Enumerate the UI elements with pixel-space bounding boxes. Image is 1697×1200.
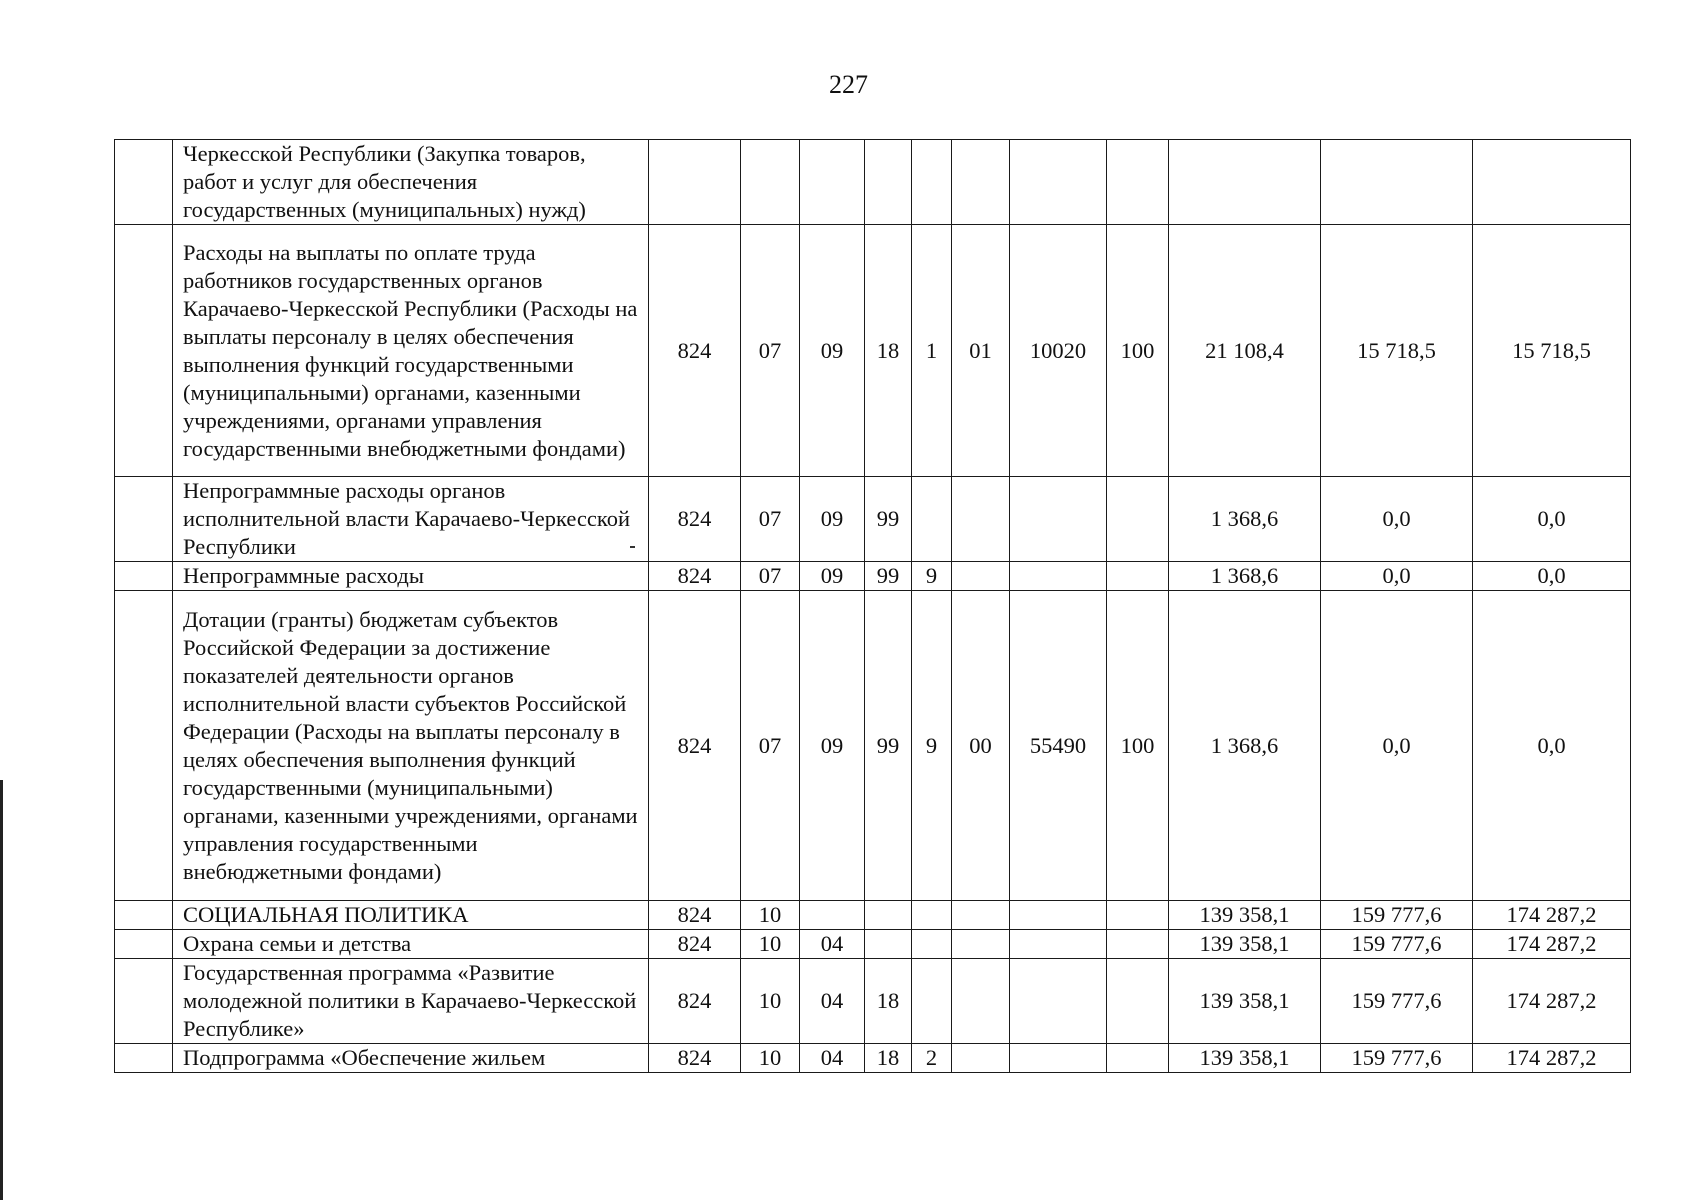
table-body: [115, 140, 1631, 1073]
subsection-code-cell: 04: [800, 1044, 865, 1073]
section-code-cell: 07: [741, 225, 800, 477]
subprogram-code-cell: [912, 930, 952, 959]
expense-type-code-cell: 100: [1107, 591, 1169, 901]
expense-name-cell: Черкесской Республики (Закупка товаров, работ и услуг для обеспечения государственных (муниципальных) нужд): [173, 140, 649, 225]
program-code-cell: 18: [865, 959, 912, 1044]
row-number-cell: [115, 930, 173, 959]
amount-year2-cell: 15 718,5: [1321, 225, 1473, 477]
amount-year2-cell: 159 777,6: [1321, 901, 1473, 930]
amount-year1-cell: 139 358,1: [1169, 901, 1321, 930]
expense-name-cell: Дотации (гранты) бюджетам субъектов Российской Федерации за достижение показателей деятельности органов исполнительной власти субъектов Российской Федерации (Расходы на выплаты персоналу в целях обеспечения выполнения функций государственными (муниципальными) органами, казенными учреждениями, органами управления государственными внебюджетными фондами): [173, 591, 649, 901]
table-row: [115, 930, 1631, 959]
program-code-cell: [865, 140, 912, 225]
expense-direction-code-cell: 55490: [1010, 591, 1107, 901]
amount-year3-cell: 0,0: [1473, 562, 1631, 591]
main-measure-code-cell: 01: [952, 225, 1010, 477]
main-measure-code-cell: [952, 477, 1010, 562]
main-measure-code-cell: [952, 930, 1010, 959]
row-number-cell: [115, 1044, 173, 1073]
section-code-cell: 10: [741, 930, 800, 959]
program-code-cell: 18: [865, 225, 912, 477]
section-code-cell: 07: [741, 591, 800, 901]
table-row: [115, 1044, 1631, 1073]
subprogram-code-cell: [912, 901, 952, 930]
amount-year1-cell: 21 108,4: [1169, 225, 1321, 477]
admin-code-cell: 824: [649, 901, 741, 930]
main-measure-code-cell: [952, 1044, 1010, 1073]
budget-table: [114, 139, 1631, 1073]
amount-year2-cell: 0,0: [1321, 591, 1473, 901]
expense-type-code-cell: [1107, 562, 1169, 591]
program-code-cell: 99: [865, 477, 912, 562]
table-row: [115, 562, 1631, 591]
expense-type-code-cell: [1107, 477, 1169, 562]
amount-year2-cell: 159 777,6: [1321, 959, 1473, 1044]
amount-year3-cell: 15 718,5: [1473, 225, 1631, 477]
expense-direction-code-cell: [1010, 930, 1107, 959]
subprogram-code-cell: 2: [912, 1044, 952, 1073]
amount-year1-cell: 1 368,6: [1169, 477, 1321, 562]
amount-year3-cell: 174 287,2: [1473, 901, 1631, 930]
program-code-cell: 18: [865, 1044, 912, 1073]
row-number-cell: [115, 591, 173, 901]
page-number: 227: [829, 70, 868, 99]
main-measure-code-cell: [952, 959, 1010, 1044]
table-row: [115, 477, 1631, 562]
amount-year2-cell: [1321, 140, 1473, 225]
expense-direction-code-cell: [1010, 477, 1107, 562]
table-row: [115, 140, 1631, 225]
section-code-cell: 07: [741, 562, 800, 591]
amount-year3-cell: 174 287,2: [1473, 930, 1631, 959]
expense-direction-code-cell: [1010, 959, 1107, 1044]
expense-direction-code-cell: [1010, 140, 1107, 225]
admin-code-cell: 824: [649, 930, 741, 959]
amount-year2-cell: 0,0: [1321, 477, 1473, 562]
subsection-code-cell: 04: [800, 959, 865, 1044]
subsection-code-cell: 09: [800, 562, 865, 591]
table-row: [115, 591, 1631, 901]
amount-year1-cell: 139 358,1: [1169, 959, 1321, 1044]
section-code-cell: 10: [741, 1044, 800, 1073]
expense-type-code-cell: [1107, 901, 1169, 930]
admin-code-cell: 824: [649, 477, 741, 562]
amount-year2-cell: 159 777,6: [1321, 930, 1473, 959]
amount-year3-cell: 0,0: [1473, 477, 1631, 562]
main-measure-code-cell: [952, 140, 1010, 225]
program-code-cell: 99: [865, 591, 912, 901]
expense-name-cell: Расходы на выплаты по оплате труда работников государственных органов Карачаево-Черкесской Республики (Расходы на выплаты персоналу в целях обеспечения выполнения функций государственными (муниципальными) органами, казенными учреждениями, органами управления государственными внебюджетными фондами): [173, 225, 649, 477]
table-row: [115, 225, 1631, 477]
amount-year1-cell: 1 368,6: [1169, 562, 1321, 591]
admin-code-cell: 824: [649, 225, 741, 477]
row-number-cell: [115, 140, 173, 225]
amount-year1-cell: 139 358,1: [1169, 1044, 1321, 1073]
expense-type-code-cell: 100: [1107, 225, 1169, 477]
admin-code-cell: 824: [649, 959, 741, 1044]
subsection-code-cell: 09: [800, 591, 865, 901]
program-code-cell: 99: [865, 562, 912, 591]
main-measure-code-cell: [952, 901, 1010, 930]
amount-year1-cell: [1169, 140, 1321, 225]
section-code-cell: 10: [741, 901, 800, 930]
amount-year1-cell: 1 368,6: [1169, 591, 1321, 901]
table-row: [115, 901, 1631, 930]
subsection-code-cell: 09: [800, 225, 865, 477]
table-row: [115, 959, 1631, 1044]
section-code-cell: 10: [741, 959, 800, 1044]
program-code-cell: [865, 901, 912, 930]
scan-artifact-edge-line: [0, 780, 3, 1200]
expense-direction-code-cell: [1010, 901, 1107, 930]
expense-name-cell: Подпрограмма «Обеспечение жильем: [173, 1044, 649, 1073]
expense-type-code-cell: [1107, 1044, 1169, 1073]
subprogram-code-cell: 1: [912, 225, 952, 477]
main-measure-code-cell: [952, 562, 1010, 591]
expense-name-cell: Охрана семьи и детства: [173, 930, 649, 959]
subprogram-code-cell: [912, 140, 952, 225]
expense-type-code-cell: [1107, 959, 1169, 1044]
expense-name-cell: СОЦИАЛЬНАЯ ПОЛИТИКА: [173, 901, 649, 930]
row-number-cell: [115, 901, 173, 930]
section-code-cell: 07: [741, 477, 800, 562]
subprogram-code-cell: 9: [912, 591, 952, 901]
subprogram-code-cell: [912, 959, 952, 1044]
admin-code-cell: 824: [649, 562, 741, 591]
amount-year1-cell: 139 358,1: [1169, 930, 1321, 959]
expense-type-code-cell: [1107, 930, 1169, 959]
program-code-cell: [865, 930, 912, 959]
expense-direction-code-cell: 10020: [1010, 225, 1107, 477]
row-number-cell: [115, 562, 173, 591]
row-number-cell: [115, 959, 173, 1044]
subsection-code-cell: [800, 140, 865, 225]
scan-artifact-dot: [630, 546, 635, 548]
expense-name-cell: Непрограммные расходы: [173, 562, 649, 591]
expense-name-cell: Государственная программа «Развитие молодежной политики в Карачаево-Черкесской Республике»: [173, 959, 649, 1044]
amount-year3-cell: 174 287,2: [1473, 1044, 1631, 1073]
main-measure-code-cell: 00: [952, 591, 1010, 901]
subsection-code-cell: 04: [800, 930, 865, 959]
subprogram-code-cell: 9: [912, 562, 952, 591]
subsection-code-cell: [800, 901, 865, 930]
expense-type-code-cell: [1107, 140, 1169, 225]
expense-direction-code-cell: [1010, 1044, 1107, 1073]
admin-code-cell: 824: [649, 591, 741, 901]
subprogram-code-cell: [912, 477, 952, 562]
amount-year3-cell: [1473, 140, 1631, 225]
amount-year3-cell: 0,0: [1473, 591, 1631, 901]
expense-direction-code-cell: [1010, 562, 1107, 591]
admin-code-cell: [649, 140, 741, 225]
expense-name-cell: Непрограммные расходы органов исполнительной власти Карачаево-Черкесской Республики: [173, 477, 649, 562]
amount-year2-cell: 0,0: [1321, 562, 1473, 591]
amount-year3-cell: 174 287,2: [1473, 959, 1631, 1044]
admin-code-cell: 824: [649, 1044, 741, 1073]
amount-year2-cell: 159 777,6: [1321, 1044, 1473, 1073]
row-number-cell: [115, 477, 173, 562]
subsection-code-cell: 09: [800, 477, 865, 562]
section-code-cell: [741, 140, 800, 225]
row-number-cell: [115, 225, 173, 477]
